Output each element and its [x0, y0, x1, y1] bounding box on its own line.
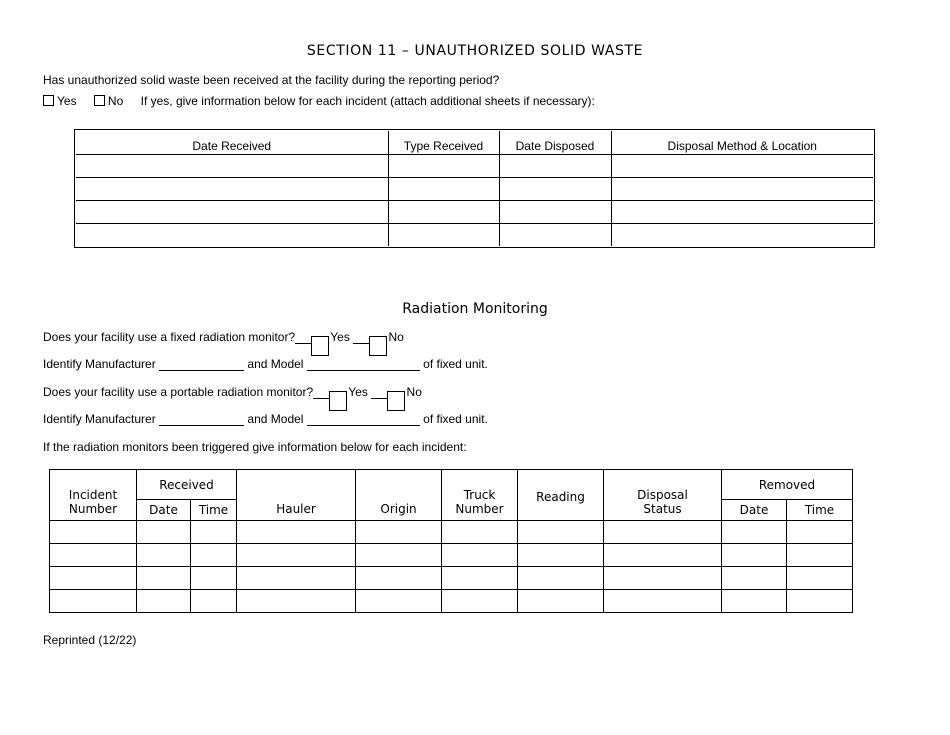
- table-cell[interactable]: [722, 544, 787, 567]
- yes-checkbox[interactable]: [43, 95, 54, 106]
- fixed-yes-checkbox[interactable]: [311, 336, 329, 356]
- table-row: [50, 544, 853, 567]
- page-title: SECTION 11 – UNAUTHORIZED SOLID WASTE: [306, 43, 644, 59]
- model-blank[interactable]: [307, 425, 420, 426]
- table-cell[interactable]: [611, 155, 873, 178]
- col-received-date: Date: [137, 500, 191, 521]
- identify-fixed-line: Identify Manufacturer and Model of fixed unit.: [43, 357, 488, 371]
- table-cell[interactable]: [356, 544, 442, 567]
- table-cell[interactable]: [518, 567, 604, 590]
- col-disposal-method: Disposal Method & Location: [611, 131, 873, 155]
- table-cell[interactable]: [442, 567, 518, 590]
- table-cell[interactable]: [191, 521, 237, 544]
- model-blank[interactable]: [307, 370, 420, 371]
- col-date-received: Date Received: [76, 131, 388, 155]
- table-cell[interactable]: [604, 590, 722, 613]
- table-cell[interactable]: [356, 521, 442, 544]
- radiation-heading: Radiation Monitoring: [402, 301, 548, 317]
- table-cell[interactable]: [388, 155, 499, 178]
- col-removed-date: Date: [722, 500, 787, 521]
- table-cell[interactable]: [191, 567, 237, 590]
- table-cell[interactable]: [499, 155, 611, 178]
- fixed-monitor-question: Does your facility use a fixed radiation monitor? Yes No: [43, 330, 404, 344]
- table-cell[interactable]: [388, 178, 499, 201]
- table-row: [76, 155, 873, 178]
- identify-portable-line: Identify Manufacturer and Model of fixed unit.: [43, 412, 488, 426]
- portable-yes-blank[interactable]: [313, 398, 345, 399]
- table-cell[interactable]: [722, 590, 787, 613]
- no-checkbox[interactable]: [94, 95, 105, 106]
- table-row: [50, 590, 853, 613]
- table-row: [76, 178, 873, 201]
- col-type-received: Type Received: [388, 131, 499, 155]
- table-cell[interactable]: [356, 567, 442, 590]
- portable-monitor-question: Does your facility use a portable radiation monitor? Yes No: [43, 385, 422, 399]
- table-header-row: [76, 131, 873, 155]
- triggered-instruction: If the radiation monitors been triggered give information below for each incident:: [43, 440, 467, 454]
- table-cell[interactable]: [137, 521, 191, 544]
- table-cell[interactable]: [787, 590, 853, 613]
- table-row: [50, 567, 853, 590]
- radiation-incident-table: [49, 469, 853, 613]
- col-incident-number: Incident Number: [50, 470, 137, 521]
- table-cell[interactable]: [76, 224, 388, 247]
- col-date-disposed: Date Disposed: [499, 131, 611, 155]
- table-row: [76, 224, 873, 247]
- manufacturer-blank[interactable]: [159, 425, 244, 426]
- table-cell[interactable]: [442, 590, 518, 613]
- table-header-row: [50, 470, 853, 500]
- col-removed-time: Time: [787, 500, 853, 521]
- table-cell[interactable]: [237, 590, 356, 613]
- table-cell[interactable]: [50, 544, 137, 567]
- table-cell[interactable]: [388, 224, 499, 247]
- table-cell[interactable]: [499, 224, 611, 247]
- table-cell[interactable]: [388, 201, 499, 224]
- table-cell[interactable]: [518, 544, 604, 567]
- col-received: Received: [137, 470, 237, 500]
- table-cell[interactable]: [191, 544, 237, 567]
- yes-no-row: [43, 94, 595, 108]
- table-cell[interactable]: [442, 544, 518, 567]
- table-cell[interactable]: [356, 590, 442, 613]
- col-received-time: Time: [191, 500, 237, 521]
- col-reading: Reading: [518, 470, 604, 521]
- table-cell[interactable]: [604, 521, 722, 544]
- col-disposal-status: Disposal Status: [604, 470, 722, 521]
- portable-yes-checkbox[interactable]: [329, 391, 347, 411]
- table-cell[interactable]: [722, 521, 787, 544]
- table-cell[interactable]: [237, 521, 356, 544]
- manufacturer-blank[interactable]: [159, 370, 244, 371]
- table-cell[interactable]: [76, 178, 388, 201]
- table-cell[interactable]: [76, 155, 388, 178]
- question-unauthorized-waste: Has unauthorized solid waste been received at the facility during the reporting period?: [43, 73, 500, 87]
- col-truck-number: Truck Number: [442, 470, 518, 521]
- table-cell[interactable]: [787, 544, 853, 567]
- table-row: [76, 201, 873, 224]
- table-cell[interactable]: [611, 178, 873, 201]
- col-removed: Removed: [722, 470, 853, 500]
- portable-no-checkbox[interactable]: [387, 391, 405, 411]
- fixed-yes-blank[interactable]: [295, 343, 327, 344]
- table-cell[interactable]: [518, 521, 604, 544]
- instruction-text: If yes, give information below for each incident (attach additional sheets if necessary):: [140, 94, 595, 108]
- col-hauler: Hauler: [237, 470, 356, 521]
- table-cell[interactable]: [499, 201, 611, 224]
- table-cell[interactable]: [499, 178, 611, 201]
- table-cell[interactable]: [611, 201, 873, 224]
- table-cell[interactable]: [237, 544, 356, 567]
- table-cell[interactable]: [137, 590, 191, 613]
- no-option[interactable]: No: [94, 94, 123, 108]
- portable-no-blank[interactable]: [371, 398, 403, 399]
- table-cell[interactable]: [611, 224, 873, 247]
- fixed-no-blank[interactable]: [353, 343, 385, 344]
- table-cell[interactable]: [50, 590, 137, 613]
- table-cell[interactable]: [50, 521, 137, 544]
- table-cell[interactable]: [442, 521, 518, 544]
- table-cell[interactable]: [191, 590, 237, 613]
- incident-table: [74, 129, 875, 248]
- table-cell[interactable]: [604, 544, 722, 567]
- table-cell[interactable]: [137, 567, 191, 590]
- table-cell[interactable]: [137, 544, 191, 567]
- table-row: [50, 521, 853, 544]
- table-cell[interactable]: [518, 590, 604, 613]
- footer-reprint-date: Reprinted (12/22): [43, 633, 137, 647]
- table-cell[interactable]: [76, 201, 388, 224]
- table-cell[interactable]: [787, 521, 853, 544]
- col-origin: Origin: [356, 470, 442, 521]
- table-cell[interactable]: [722, 567, 787, 590]
- table-cell[interactable]: [604, 567, 722, 590]
- yes-option[interactable]: Yes: [43, 94, 77, 108]
- table-cell[interactable]: [50, 567, 137, 590]
- fixed-no-checkbox[interactable]: [369, 336, 387, 356]
- table-cell[interactable]: [237, 567, 356, 590]
- table-cell[interactable]: [787, 567, 853, 590]
